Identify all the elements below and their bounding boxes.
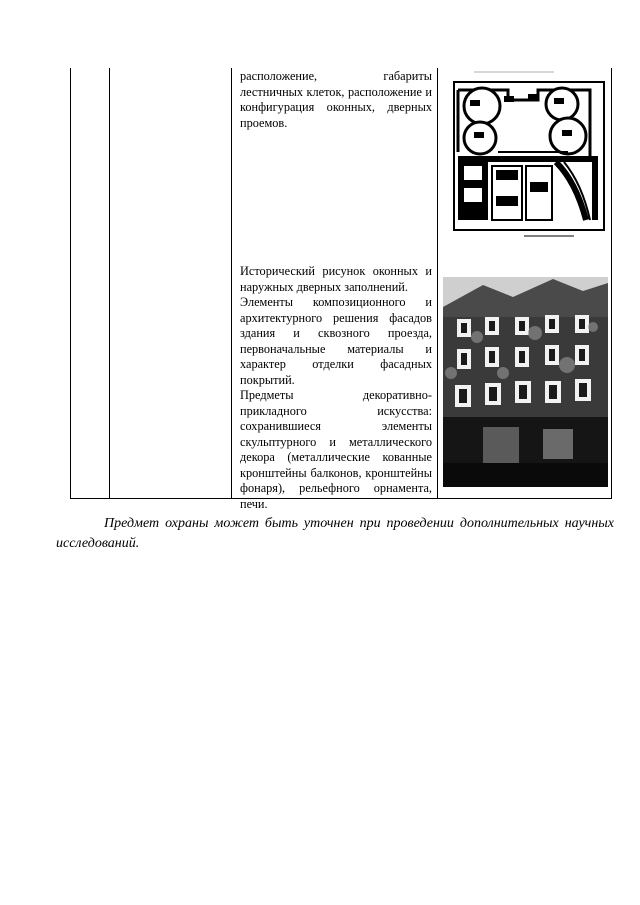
row2-description (240, 264, 432, 512)
table-left-border (70, 68, 71, 498)
floor-plan-image (444, 70, 607, 240)
row2-paragraph-3: Предметы декоративно-прикладного искусства: сохранившиеся элементы скульптурного и металлического декора (металлические кованные кронштейны балконов, кронштейны фонаря), рельефного орнамента, печи. (240, 388, 432, 511)
floor-plan-drawing-icon (444, 70, 607, 240)
table-col-divider-1 (109, 68, 110, 498)
row2-paragraph-1: Исторический рисунок оконных и наружных дверных заполнений. (240, 264, 432, 294)
table-col-divider-3 (437, 68, 438, 498)
protection-note: Предмет охраны может быть уточнен при проведении дополнительных научных исследований. (56, 516, 614, 551)
table-col-divider-2 (231, 68, 232, 498)
row2-paragraph-2: Элементы композиционного и архитектурного решения фасадов здания и сквозного проезда, первоначальные материалы и характер отделки фасадных покрытий. (240, 295, 432, 387)
facade-photo (443, 277, 608, 487)
row1-description (240, 69, 432, 131)
row1-text: расположение, габариты лестничных клеток, расположение и конфигурация оконных, дверных проемов. (240, 69, 432, 130)
table-right-border (611, 68, 612, 498)
building-facade-photo-icon (443, 277, 608, 487)
